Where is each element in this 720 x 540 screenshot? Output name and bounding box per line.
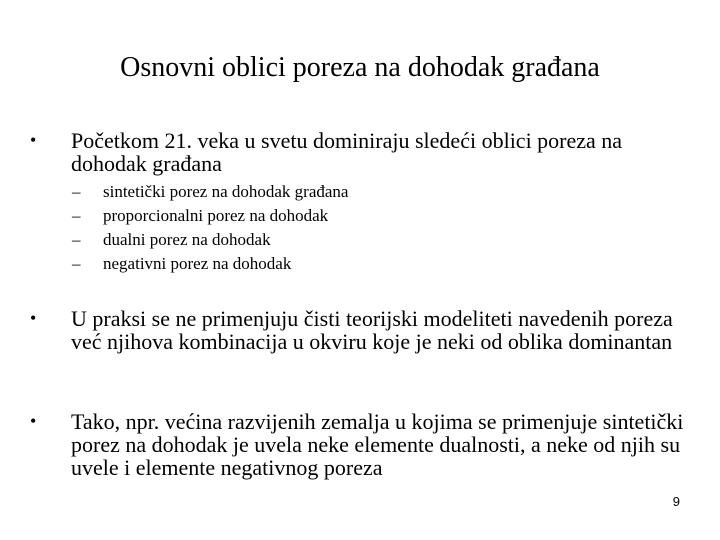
dash-marker: – bbox=[72, 254, 81, 273]
dash-marker: – bbox=[72, 230, 81, 249]
sub-item-text: proporcionalni porez na dohodak bbox=[103, 206, 329, 225]
sub-item-text: dualni porez na dohodak bbox=[103, 230, 271, 249]
sub-list-item bbox=[0, 204, 720, 228]
bullet-text: U praksi se ne primenjuju čisti teorijski modeliteti navedenih poreza već njihova kombinacija u okviru koje je neki od oblika dominantan bbox=[71, 306, 673, 354]
bullet-text: Početkom 21. veka u svetu dominiraju sledeći oblici poreza na dohodak građana bbox=[71, 128, 623, 176]
sub-item-text: sintetički porez na dohodak građana bbox=[103, 182, 349, 201]
bullet-marker: • bbox=[30, 130, 37, 150]
slide-title: Osnovni oblici poreza na dohodak građana bbox=[120, 52, 600, 83]
bullet-text: Tako, npr. većina razvijenih zemalja u kojima se primenjuje sintetički porez na dohodak je uvela neke elemente dualnosti, a neke od njih su uvele i elemente negativnog poreza bbox=[71, 409, 684, 480]
dash-marker: – bbox=[72, 206, 81, 225]
sub-list bbox=[0, 180, 720, 276]
sub-list-item bbox=[0, 228, 720, 252]
bullet-item bbox=[30, 410, 700, 479]
sub-list-item bbox=[0, 180, 720, 204]
bullet-item bbox=[30, 129, 700, 175]
sub-item-text: negativni porez na dohodak bbox=[103, 254, 292, 273]
dash-marker: – bbox=[72, 182, 81, 201]
page-number: 9 bbox=[672, 494, 680, 509]
bullet-marker: • bbox=[30, 411, 37, 431]
bullet-item bbox=[30, 307, 700, 353]
sub-list-item bbox=[0, 252, 720, 276]
bullet-marker: • bbox=[30, 308, 37, 328]
